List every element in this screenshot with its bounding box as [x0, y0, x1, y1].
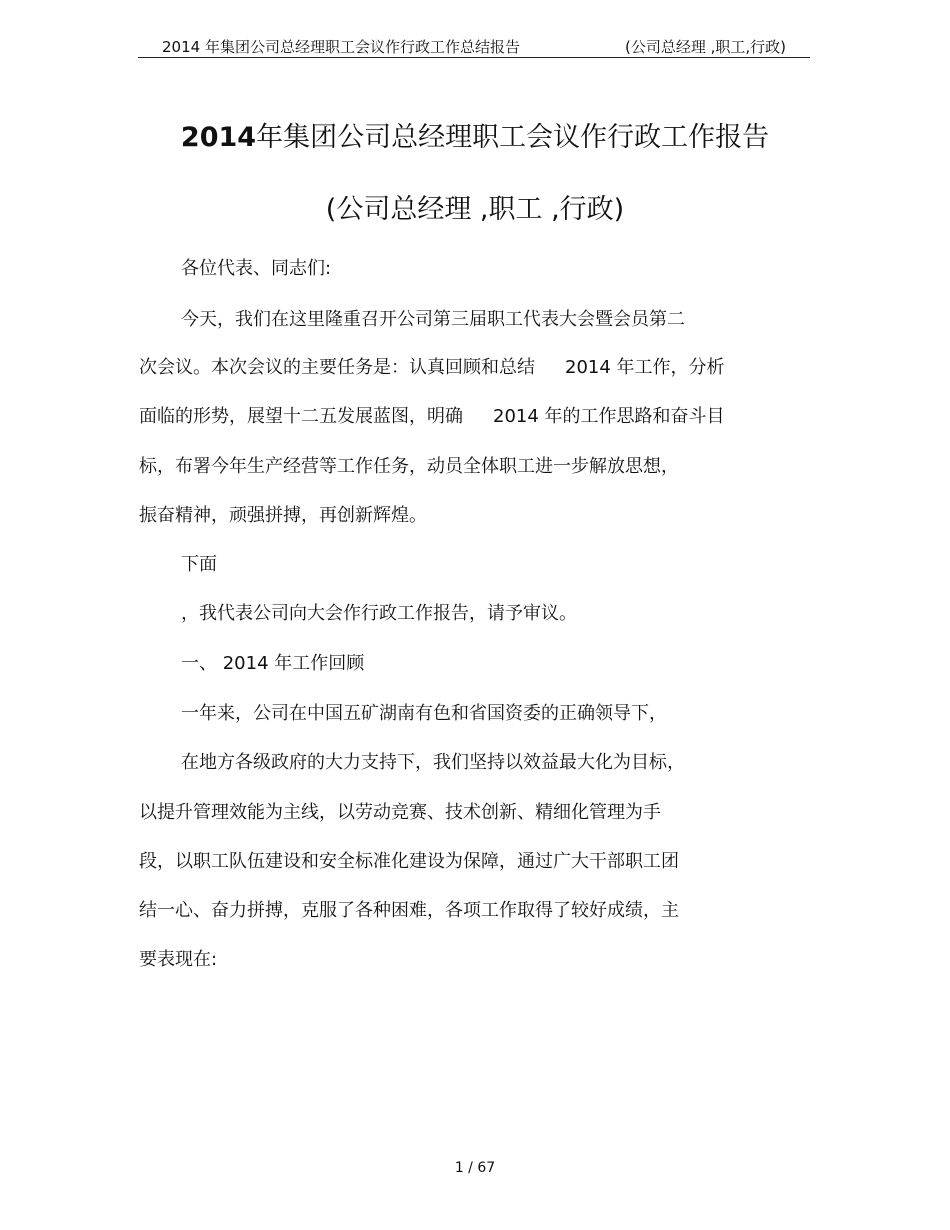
paragraph-3-line-6: 要表现在:	[139, 949, 218, 970]
paragraph-3-line-5: 结一心、奋力拼搏，克服了各种困难，各项工作取得了较好成绩，主	[139, 900, 679, 921]
running-header	[138, 34, 810, 58]
paragraph-2-line-1: 下面	[181, 554, 217, 575]
paragraph-2-line-2: ，我代表公司向大会作行政工作报告，请予审议。	[181, 603, 577, 624]
paragraph-3-line-4: 段，以职工队伍建设和安全标准化建设为保障，通过广大干部职工团	[139, 851, 679, 872]
running-header-title: 2014 年集团公司总经理职工会议作行政工作总结报告	[162, 38, 520, 56]
page-indicator: 1 / 67	[454, 1160, 496, 1176]
document-title	[0, 121, 950, 155]
paragraph-1-line-2-part-b: 2014 年工作，分析	[565, 357, 725, 378]
document-subtitle: (公司总经理 ,职工 ,行政)	[325, 194, 625, 225]
paragraph-1-line-3	[139, 405, 725, 429]
document-title-year: 2014	[180, 122, 257, 153]
paragraph-1-line-3-part-b: 2014 年的工作思路和奋斗目	[493, 406, 725, 427]
paragraph-1-line-4: 标，布署今年生产经营等工作任务，动员全体职工进一步解放思想，	[139, 456, 679, 477]
section-1-heading: 一、 2014 年工作回顾	[181, 653, 365, 674]
paragraph-1-line-2-part-a: 次会议。本次会议的主要任务是：认真回顾和总结	[139, 357, 535, 378]
paragraph-1-line-2	[139, 356, 725, 380]
paragraph-3-line-3: 以提升管理效能为主线，以劳动竞赛、技术创新、精细化管理为手	[139, 802, 661, 823]
document-title-text: 年集团公司总经理职工会议作行政工作报告	[256, 122, 770, 153]
paragraph-1-line-1: 今天，我们在这里隆重召开公司第三届职工代表大会暨会员第二	[181, 309, 685, 330]
paragraph-1-line-5: 振奋精神，顽强拼搏，再创新辉煌。	[139, 505, 427, 526]
paragraph-1-line-3-part-a: 面临的形势，展望十二五发展蓝图，明确	[139, 406, 463, 427]
greeting: 各位代表、同志们:	[181, 258, 332, 279]
paragraph-3-line-2: 在地方各级政府的大力支持下，我们坚持以效益最大化为目标，	[181, 752, 685, 773]
running-header-keywords: (公司总经理 ,职工,行政)	[624, 38, 786, 56]
paragraph-3-line-1: 一年来，公司在中国五矿湖南有色和省国资委的正确领导下，	[181, 703, 667, 724]
